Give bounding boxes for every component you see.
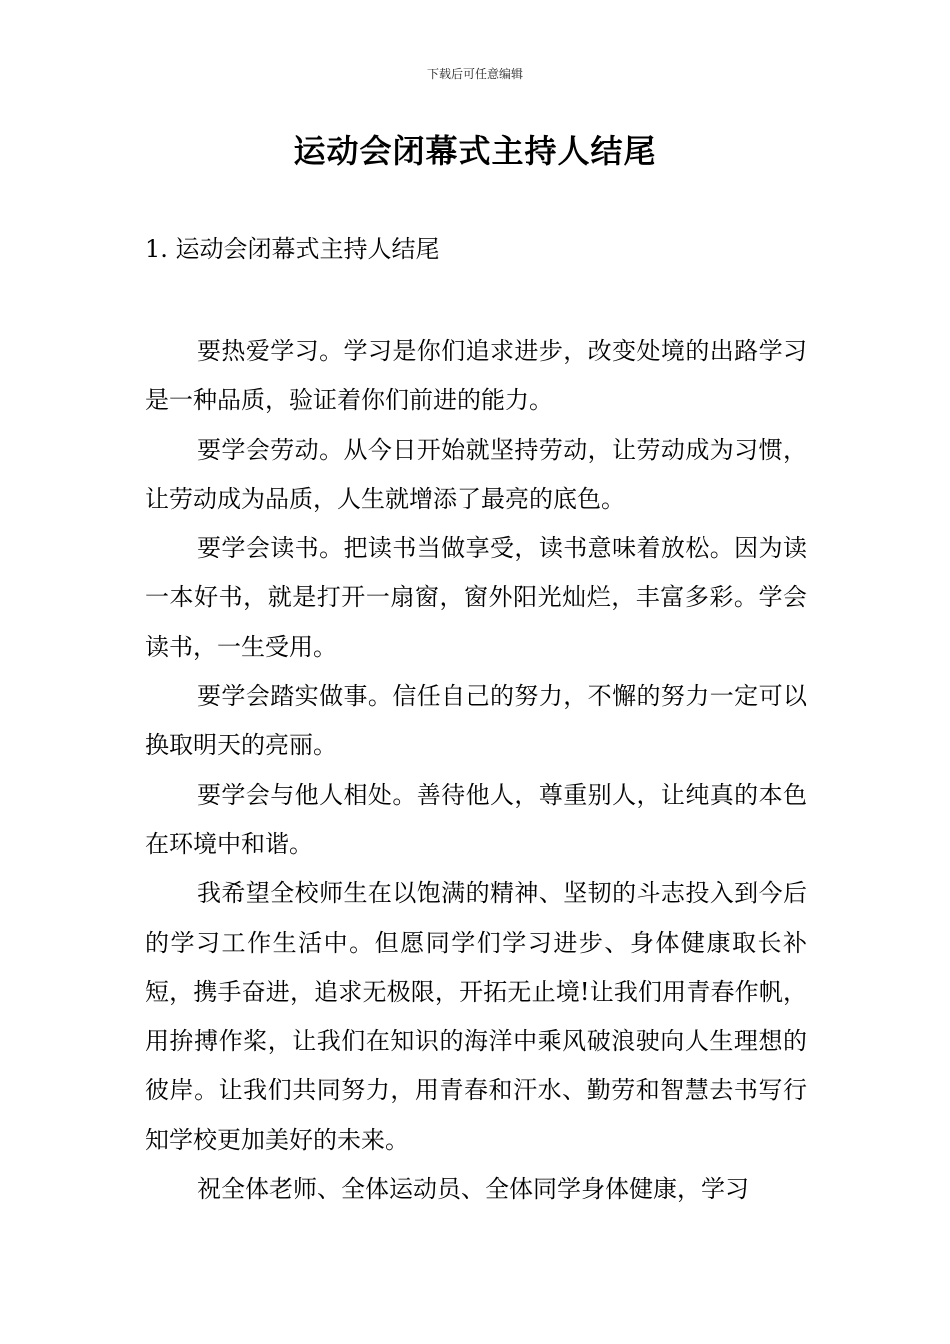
paragraph: 我希望全校师生在以饱满的精神、坚韧的斗志投入到今后的学习工作生活中。但愿同学们学习进步、身体健康取长补短，携手奋进，追求无极限，开拓无止境!让我们用青春作帆，用拚搏作桨，让我们在知识的海洋中乘风破浪驶向人生理想的彼岸。让我们共同努力，用青春和汗水、勤劳和智慧去书写行知学校更加美好的未来。 [145,879,807,1154]
paragraph: 要学会与他人相处。善待他人，尊重别人，让纯真的本色在环境中和谐。 [145,780,807,858]
header-note: 下载后可任意编辑 [426,67,523,81]
document-title: 运动会闭幕式主持人结尾 [293,132,657,170]
paragraph: 要学会劳动。从今日开始就坚持劳动，让劳动成为习惯，让劳动成为品质，人生就增添了最亮的底色。 [145,435,807,513]
paragraph: 要热爱学习。学习是你们追求进步，改变处境的出路学习是一种品质，验证着你们前进的能力。 [145,337,807,415]
document-body [145,327,807,1214]
paragraph: 祝全体老师、全体运动员、全体同学身体健康，学习 [197,1175,749,1204]
section-heading: 1. 运动会闭幕式主持人结尾 [145,235,440,263]
paragraph: 要学会读书。把读书当做享受，读书意味着放松。因为读一本好书，就是打开一扇窗，窗外阳光灿烂，丰富多彩。学会读书，一生受用。 [145,534,807,661]
paragraph: 要学会踏实做事。信任自己的努力，不懈的努力一定可以换取明天的亮丽。 [145,682,807,760]
